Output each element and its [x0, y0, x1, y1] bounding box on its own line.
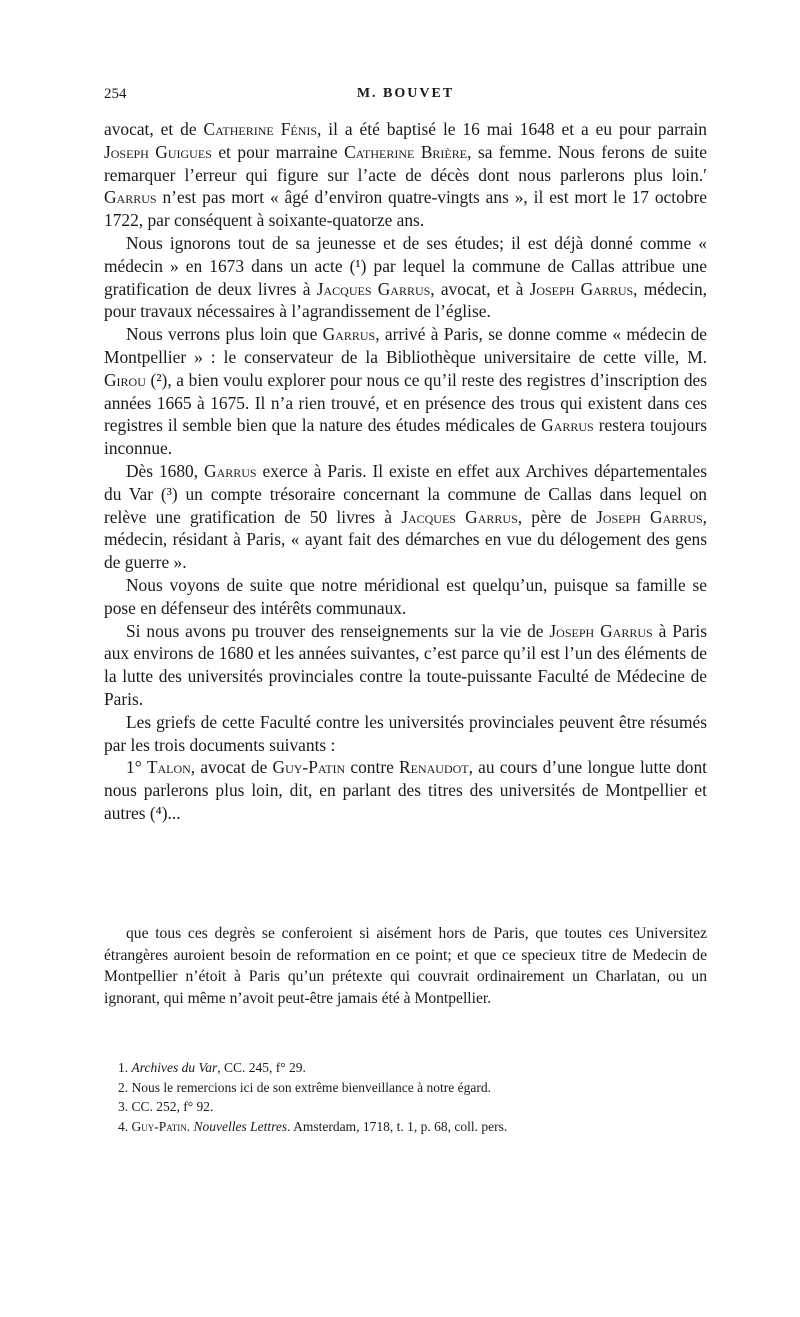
paragraph-1	[104, 118, 707, 232]
footnote-title: Nouvelles Lettres	[193, 1118, 288, 1134]
paragraph-7	[104, 711, 707, 757]
paragraph-8	[104, 756, 707, 824]
text-run: , avocat, et à	[430, 278, 530, 299]
footnote-number: 3.	[118, 1099, 129, 1114]
text-run: n’est pas mort « âgé d’environ quatre-vingts ans », il est mort le 17 octobre 1722, par conséquent à soixante-quatorze ans.	[104, 187, 707, 231]
text-run: , arrivé à Paris, se donne comme « médecin de Montpellier » : le conservateur de la Bibliothèque universitaire de cette ville, M.	[104, 324, 708, 367]
person-name: Garrus	[322, 324, 376, 345]
footnote-text: . Amsterdam, 1718, t. 1, p. 68, coll. pers.	[287, 1118, 508, 1134]
text-run: Si nous avons pu trouver des renseignements sur la vie de	[126, 620, 550, 641]
footnote-4	[118, 1117, 707, 1137]
text-run: et pour marraine	[211, 141, 345, 162]
text-run: , sa femme. Nous ferons de suite remarquer l’erreur qui figure sur l’acte de décès dont nous parlerons plus loin.′	[104, 141, 707, 185]
footnote-text: Nous le remercions ici de son extrême bienveillance à notre égard.	[131, 1079, 491, 1095]
person-name: Joseph Garrus	[529, 278, 634, 299]
text-run: , au cours d’une longue lutte dont nous parlerons plus loin, dit, en parlant des titres des universités de Montpellier et autres (⁴)...	[104, 757, 707, 823]
person-name: Garrus	[204, 460, 257, 481]
person-name: Joseph Garrus	[549, 620, 653, 641]
text-run: Les griefs de cette Faculté contre les universités provinciales peuvent être résumés par les trois documents suivants :	[104, 711, 707, 755]
footnotes	[118, 1058, 707, 1136]
footnote-1	[118, 1058, 707, 1078]
text-run: Dès 1680,	[126, 460, 205, 481]
text-run: contre	[345, 757, 400, 778]
running-title: M. BOUVET	[356, 86, 455, 101]
text-run: Nous ignorons tout de sa jeunesse et de ses études; il est déjà donné comme « médecin » en 1673 dans un acte (¹) par lequel la commune de Callas attribue une gratification de deux livres à	[104, 232, 707, 299]
person-name: Catherine Brière	[344, 141, 468, 162]
person-name: Joseph Guigues	[104, 141, 212, 162]
text-run: à Paris aux environs de 1680 et les années suivantes, c’est parce qu’il est l’un des éléments de la lutte des universités provinciales contre la toute-puissante Faculté de Médecine de Paris.	[104, 620, 707, 709]
footnote-title: Archives du Var	[131, 1060, 218, 1075]
person-name: Garrus	[104, 187, 157, 208]
paragraph-5	[104, 574, 707, 620]
page-number: 254	[104, 86, 127, 102]
person-name: Joseph Garrus	[596, 506, 703, 527]
person-name: Girou	[104, 369, 146, 390]
text-run: avocat, et de	[104, 119, 204, 139]
person-name: Guy-Patin	[272, 757, 346, 778]
footnote-number: 4.	[118, 1118, 129, 1134]
person-name: Jacques Garrus	[316, 278, 431, 299]
text-run: 1°	[126, 757, 147, 778]
paragraph-3	[104, 323, 707, 460]
person-name: Jacques Garrus	[401, 506, 518, 527]
text-run: , médecin, pour travaux nécessaires à l’agrandissement de l’église.	[104, 278, 708, 322]
paragraph-4	[104, 460, 707, 574]
text-run: Nous verrons plus loin que	[126, 324, 323, 345]
text-run: , médecin, résidant à Paris, « ayant fait des démarches en vue du délogement des gens de guerre ».	[104, 506, 707, 573]
text-run: , père de	[517, 506, 597, 527]
person-name: Talon	[146, 757, 191, 778]
footnote-3	[118, 1097, 707, 1117]
footnote-text: .	[186, 1118, 194, 1134]
footnote-author: Guy-Patin	[131, 1118, 187, 1134]
body-text	[104, 118, 707, 825]
paragraph-2	[104, 232, 707, 323]
text-run: (²), a bien voulu explorer pour nous ce qu’il reste des registres d’inscription des années 1665 à 1675. Il n’a rien trouvé, et en présence des trous qui existent dans ces registres il semble bien que la nature des études médicales de	[104, 369, 707, 436]
text-run: restera toujours inconnue.	[104, 415, 708, 459]
footnote-text: CC. 252, f° 92.	[131, 1099, 214, 1114]
text-run: exerce à Paris. Il existe en effet aux Archives départementales du Var (³) un compte trésoraire concernant la commune de Callas dans lequel on relève une gratification de 50 livres à	[104, 460, 708, 527]
person-name: Catherine Fénis	[203, 119, 318, 139]
footnote-2	[118, 1078, 707, 1098]
person-name: Renaudot	[399, 757, 469, 778]
page-header	[104, 86, 707, 108]
paragraph-6	[104, 620, 707, 711]
text-run: , avocat de	[190, 757, 273, 778]
text-run: Nous voyons de suite que notre méridional est quelqu’un, puisque sa famille se pose en défenseur des intérêts communaux.	[104, 574, 707, 618]
footnote-number: 1.	[118, 1060, 129, 1075]
footnote-number: 2.	[118, 1079, 129, 1095]
text-run: , il a été baptisé le 16 mai 1648 et a eu pour parrain	[317, 119, 707, 139]
footnote-text: , CC. 245, f° 29.	[217, 1060, 306, 1075]
person-name: Garrus	[541, 415, 594, 436]
block-quote: que tous ces degrès se conferoient si aisément hors de Paris, que toutes ces Universitez étrangères auroient besoin de reformation en ce point; et que ce specieux titre de Medecin de Montpellier n’étoit à Paris qu’un prétexte qui couvrait ordinairement un Charlatan, ou un ignorant, qui même n’avoit peut-être jamais été à Montpellier.	[104, 925, 707, 1007]
